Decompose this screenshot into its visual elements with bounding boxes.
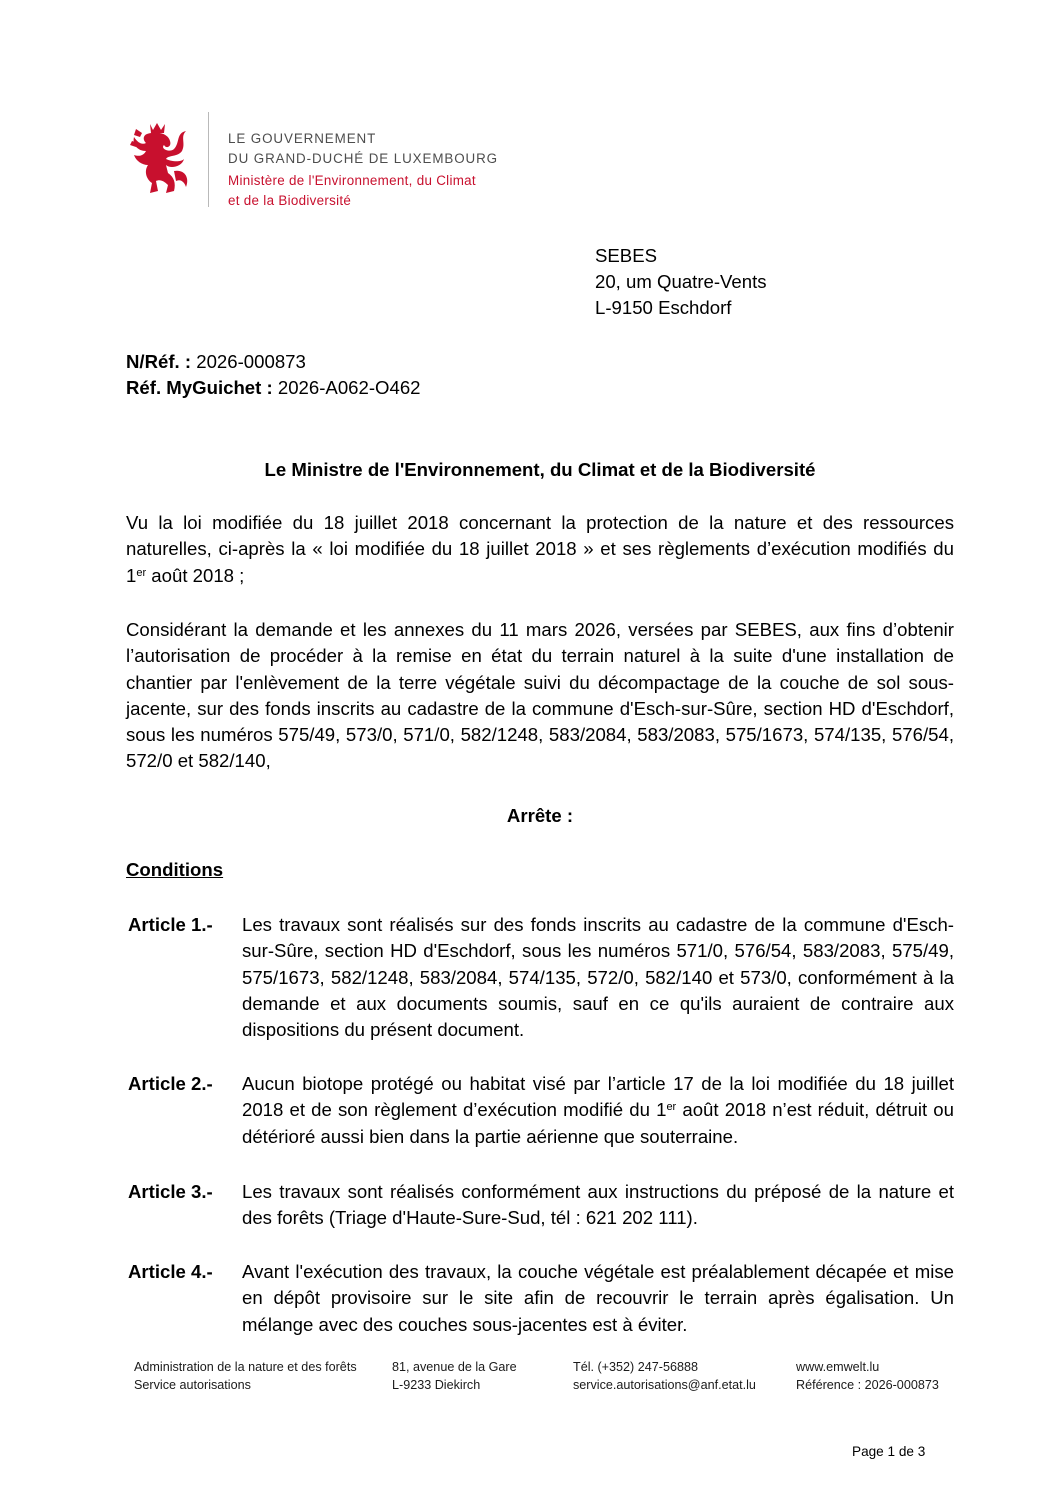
ministry-line-2: et de la Biodiversité: [228, 193, 352, 208]
article-2-text: [242, 1071, 954, 1150]
ministry-line-1: Ministère de l'Environnement, du Climat: [228, 173, 476, 188]
conditions-heading: Conditions: [126, 859, 224, 880]
recipient-street: 20, um Quatre-Vents: [595, 271, 767, 292]
government-line-1: LE GOUVERNEMENT: [228, 131, 377, 146]
our-reference-label: N/Réf. :: [126, 351, 192, 372]
myguichet-reference: [126, 375, 421, 401]
recipient-city: L-9150 Eschdorf: [595, 297, 732, 318]
footer-street: 81, avenue de la Gare: [392, 1360, 517, 1374]
document-title: Le Ministre de l'Environnement, du Climat et de la Biodiversité: [264, 459, 816, 480]
footer-org-name: Administration de la nature et des forêts: [134, 1360, 357, 1374]
footer-website: www.emwelt.lu: [796, 1360, 880, 1374]
article-2-text-start: Aucun biotope protégé ou habitat visé par l’article 17 de la loi modifiée du 18 juillet 2018 et de son règlement d’exécution modifié du 1: [242, 1073, 954, 1121]
decree-heading: Arrête :: [506, 805, 574, 826]
page-number: Page 1 de 3: [852, 1444, 926, 1459]
article-2-text-end: août 2018 n’est réduit, détruit ou détérioré aussi bien dans la partie aérienne que souterraine.: [242, 1099, 954, 1147]
footer-reference: Référence : 2026-000873: [796, 1378, 939, 1392]
article-1-label: Article 1.-: [128, 914, 213, 935]
article-2-sup: er: [666, 1101, 677, 1114]
our-reference: [126, 349, 306, 375]
footer-org-service: Service autorisations: [134, 1378, 251, 1392]
myguichet-reference-value: 2026-A062-O462: [272, 377, 421, 398]
article-3-label: Article 3.-: [128, 1181, 213, 1202]
legal-basis-text: Vu la loi modifiée du 18 juillet 2018 concernant la protection de la nature et des ressources naturelles, ci-après la « loi modifiée du 18 juillet 2018 » et ses règlements d’exécution modifiés du 1: [126, 512, 954, 586]
footer-city: L-9233 Diekirch: [392, 1378, 481, 1392]
legal-basis-sup: er: [136, 566, 147, 579]
article-4-label: Article 4.-: [128, 1261, 213, 1282]
article-1-text: Les travaux sont réalisés sur des fonds inscrits au cadastre de la commune d'Esch-sur-Sûre, section HD d'Eschdorf, sous les numéros 571/0, 576/54, 583/2083, 575/49, 575/1673, 582/1248, 583/2084, 574/135, 572/0, 582/140 et 573/0, conformément à la demande et aux documents soumis, sauf en ce qu'ils auraient de contraire aux dispositions du présent document.: [242, 914, 954, 1041]
legal-basis-text-end: août 2018 ;: [146, 564, 245, 586]
article-2-label: Article 2.-: [128, 1073, 213, 1094]
article-3-text: Les travaux sont réalisés conformément aux instructions du préposé de la nature et des forêts (Triage d'Haute-Sure-Sud, tél : 621 202 111).: [242, 1181, 954, 1229]
recipient-name: SEBES: [595, 245, 658, 266]
myguichet-reference-label: Réf. MyGuichet :: [126, 377, 273, 398]
footer-email: service.autorisations@anf.etat.lu: [573, 1378, 756, 1392]
header-divider: [208, 112, 209, 207]
legal-basis-paragraph: [126, 510, 954, 589]
considering-paragraph: Considérant la demande et les annexes du 11 mars 2026, versées par SEBES, aux fins d’obtenir l’autorisation de procéder à la remise en état du terrain naturel à la suite d'une installation de chantier par l'enlèvement de la terre végétale suivi du décompactage de la couche de sol sous-jacente, sur des fonds inscrits au cadastre de la commune d'Esch-sur-Sûre, section HD d'Eschdorf, sous les numéros 575/49, 573/0, 571/0, 582/1248, 583/2084, 583/2083, 575/1673, 574/135, 576/54, 572/0 et 582/140,: [126, 619, 954, 772]
luxembourg-lion-logo: [130, 121, 192, 197]
article-4-text: Avant l'exécution des travaux, la couche végétale est préalablement décapée et mise en dépôt provisoire sur le site afin de recouvrir le terrain après égalisation. Un mélange avec des couches sous-jacentes est à éviter.: [242, 1261, 954, 1335]
government-line-2: DU GRAND-DUCHÉ DE LUXEMBOURG: [228, 151, 498, 166]
our-reference-value: 2026-000873: [191, 351, 306, 372]
footer-phone: Tél. (+352) 247-56888: [573, 1360, 698, 1374]
